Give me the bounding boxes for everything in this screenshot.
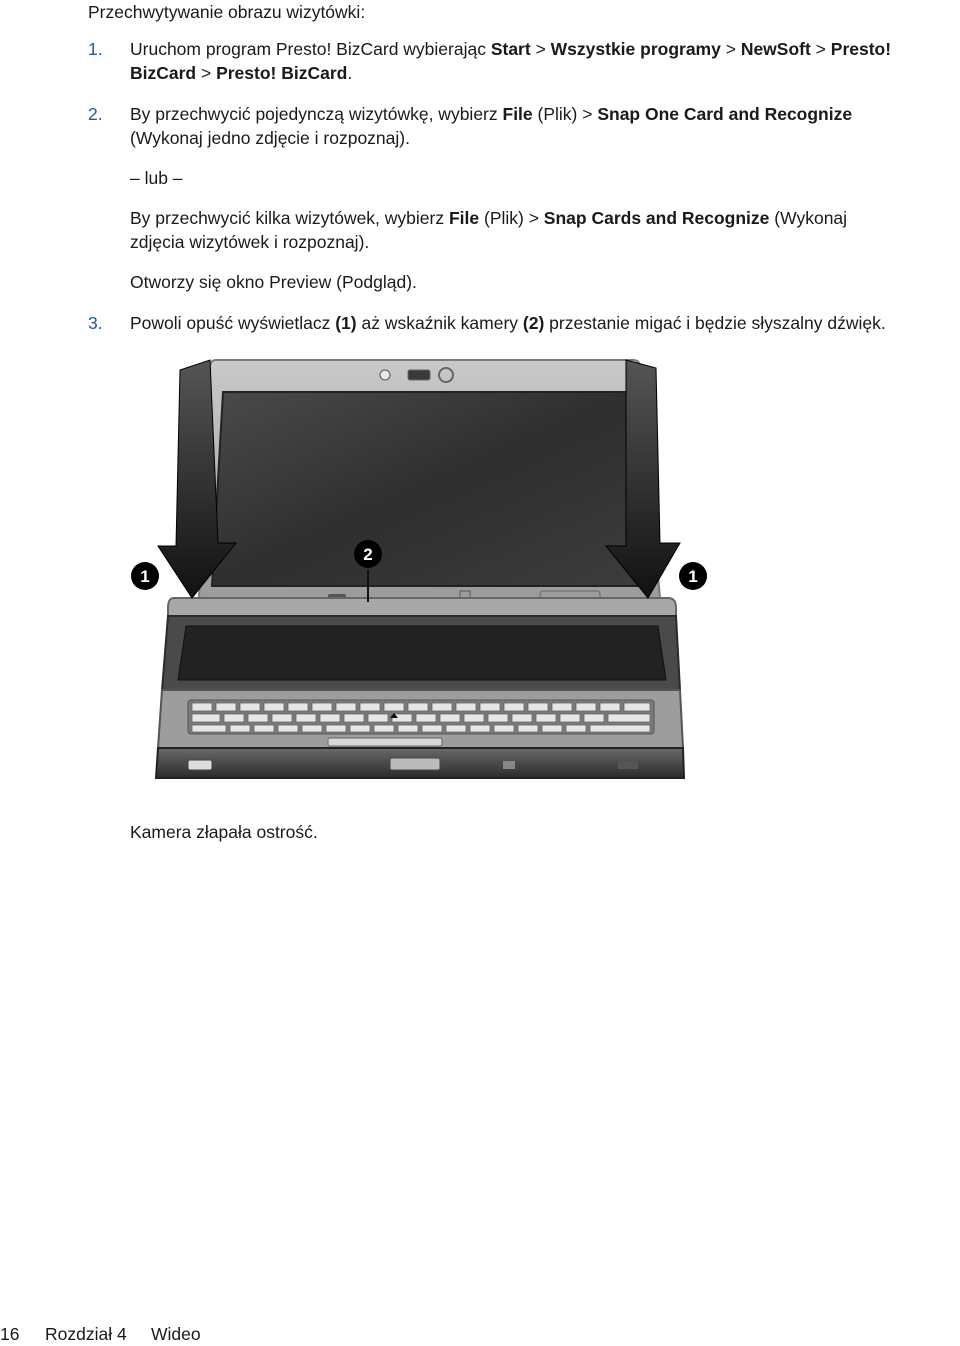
section-label: Wideo bbox=[151, 1324, 201, 1344]
step-1-number: 1. bbox=[88, 39, 103, 59]
step-2-result: Otworzy się okno Preview (Podgląd). bbox=[130, 272, 417, 292]
laptop-illustration bbox=[128, 358, 713, 788]
step-2-line-1: By przechwycić pojedynczą wizytówkę, wybierz File (Plik) > Snap One Card and Recognize bbox=[130, 104, 853, 124]
section-heading: Przechwytywanie obrazu wizytówki: bbox=[88, 2, 366, 22]
callout-1-right-label: 1 bbox=[688, 567, 698, 586]
callout-2 bbox=[354, 540, 382, 568]
figure-caption: Kamera złapała ostrość. bbox=[130, 822, 318, 842]
callout-2-label: 2 bbox=[363, 545, 373, 564]
step-1-line-1: Uruchom program Presto! BizCard wybierając Start > Wszystkie programy > NewSoft > Presto! bbox=[130, 39, 892, 59]
display-panel bbox=[199, 360, 660, 606]
page-number: 16 bbox=[0, 1324, 20, 1344]
step-2-number: 2. bbox=[88, 104, 103, 124]
step-3-number: 3. bbox=[88, 313, 103, 333]
step-2-text bbox=[130, 102, 955, 150]
laptop-figure bbox=[128, 358, 713, 788]
chapter-label: Rozdział 4 bbox=[45, 1324, 127, 1344]
step-2-line-3: By przechwycić kilka wizytówek, wybierz File (Plik) > Snap Cards and Recognize (Wykonaj bbox=[130, 208, 848, 228]
step-2-line-2: (Wykonaj jedno zdjęcie i rozpoznaj). bbox=[130, 128, 410, 148]
step-3-text: Powoli opuść wyświetlacz (1) aż wskaźnik kamery (2) przestanie migać i będzie słyszalny dźwięk. bbox=[130, 313, 886, 333]
laptop-base bbox=[156, 598, 684, 778]
step-1-text bbox=[130, 37, 955, 85]
callout-1-left-label: 1 bbox=[140, 567, 150, 586]
step-2-alternative bbox=[130, 206, 955, 254]
or-separator: – lub – bbox=[130, 168, 183, 188]
step-1-line-2: BizCard > Presto! BizCard. bbox=[130, 63, 353, 83]
callout-1-right bbox=[679, 562, 707, 590]
callout-1-left bbox=[131, 562, 159, 590]
step-2-line-4: zdjęcia wizytówek i rozpoznaj). bbox=[130, 232, 370, 252]
